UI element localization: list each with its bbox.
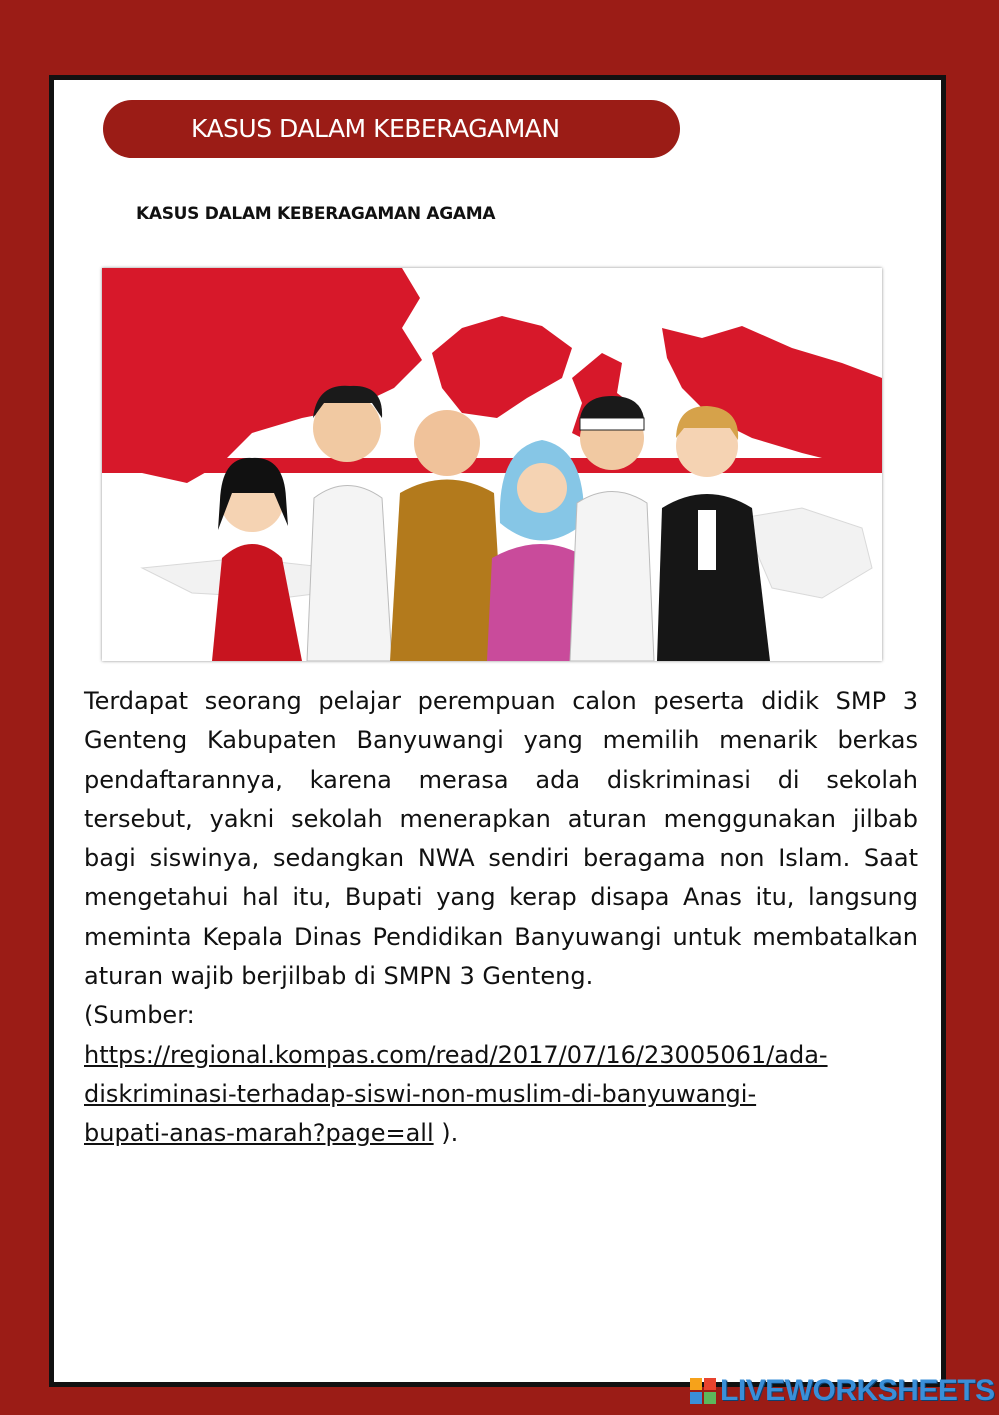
brand-name: LIVEWORKSHEETS (720, 1374, 995, 1407)
source-label: (Sumber: (84, 1001, 195, 1030)
diversity-illustration (102, 268, 882, 661)
source-link-part-1[interactable]: https://regional.kompas.com/read/2017/07/16/23005061/ada- (84, 1040, 828, 1069)
liveworksheets-logo[interactable] (690, 1373, 995, 1409)
case-article (84, 682, 918, 1154)
case-paragraph: Terdapat seorang pelajar perempuan calon peserta didik SMP 3 Genteng Kabupaten Banyuwangi yang memilih menarik berkas pendaftarannya, karena merasa ada diskriminasi di sekolah tersebut, yakni sekolah menerapkan aturan menggunakan jilbab bagi siswinya, sedangkan NWA sendiri beragama non Islam. Saat mengetahui hal itu, Bupati yang kerap disapa Anas itu, langsung meminta Kepala Dinas Pendidikan Banyuwangi untuk membatalkan aturan wajib berjilbab di SMPN 3 Genteng. (84, 687, 918, 991)
source-link-last-line (84, 1114, 918, 1153)
section-subtitle: KASUS DALAM KEBERAGAMAN AGAMA (136, 204, 496, 224)
banner-title: KASUS DALAM KEBERAGAMAN (191, 114, 560, 143)
liveworksheets-mark-icon (690, 1378, 716, 1404)
title-banner (103, 100, 680, 158)
indonesia-map-icon (102, 268, 882, 483)
worksheet-page (49, 75, 946, 1387)
source-link-part-2[interactable]: diskriminasi-terhadap-siswi-non-muslim-di-banyuwangi- (84, 1079, 757, 1108)
source-close: ). (433, 1119, 459, 1148)
people-group-icon (212, 386, 770, 661)
indonesia-map-people-icon (102, 268, 882, 661)
source-link-part-3[interactable]: bupati-anas-marah?page=all (84, 1119, 434, 1148)
